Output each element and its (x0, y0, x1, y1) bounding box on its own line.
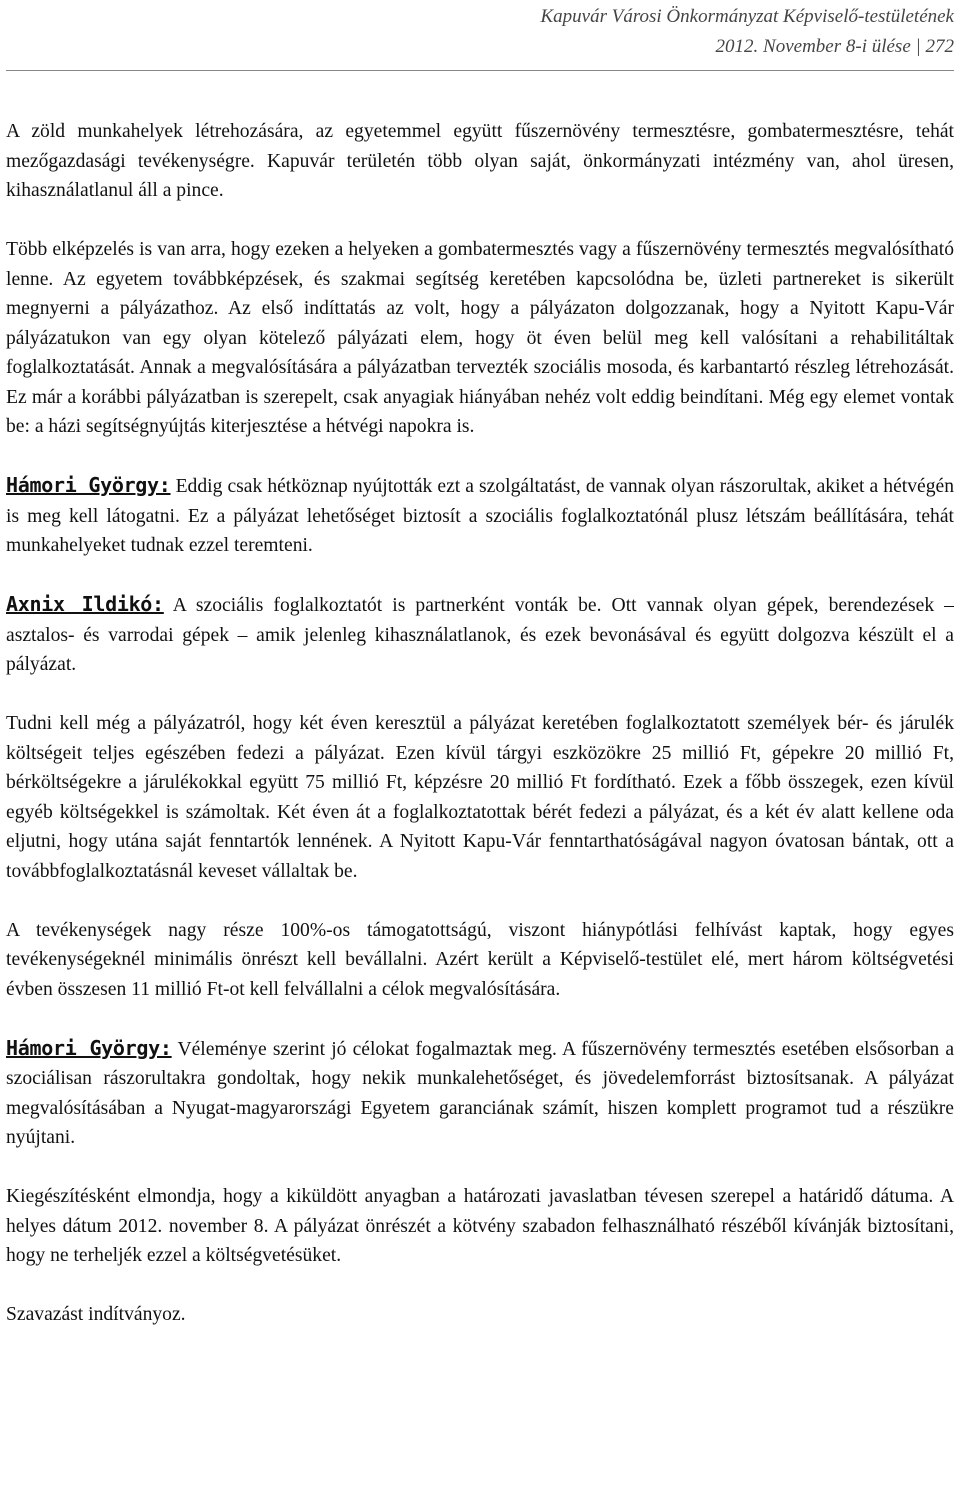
speaker-name: Hámori György: (6, 473, 171, 497)
page-header (540, 2, 954, 62)
speaker-paragraph (6, 471, 954, 561)
paragraph-text: A zöld munkahelyek létrehozására, az egyetemmel együtt fűszernövény termesztésre, gombatermesztésre, tehát mezőgazdasági tevékenységre. Kapuvár területén több olyan saját, önkormányzati intézmény van, ahol üresen, kihasználatlanul áll a pince. (6, 121, 954, 201)
paragraph-text: Eddig csak hétköznap nyújtották ezt a szolgáltatást, de vannak olyan rászorultak, akiket a hétvégén is meg kell látogatni. Ez a pályázat lehetőséget biztosít a szociális foglalkoztatónál plusz létszám beállítására, tehát munkahelyeket tudnak ezzel teremteni. (6, 476, 954, 556)
header-session-page: 2012. November 8-i ülése | 272 (715, 36, 954, 57)
header-divider (6, 70, 954, 71)
paragraph (6, 916, 954, 1005)
header-title: Kapuvár Városi Önkormányzat Képviselő-testületének (540, 6, 954, 27)
paragraph-text: A szociális foglalkoztatót is partnerként vonták be. Ott vannak olyan gépek, berendezések – asztalos- és varrodai gépek – amik jelenleg kihasználatlanok, és ezek bevonásával és együtt dolgozva készült el a pályázat. (6, 595, 954, 675)
document-body (6, 117, 954, 1330)
paragraph (6, 709, 954, 886)
paragraph-text: Tudni kell még a pályázatról, hogy két éven keresztül a pályázat keretében foglalkoztatott személyek bér- és járulék költségeit teljes egészében fedezi a pályázat. Ezen kívül tárgyi eszközökre 25 millió Ft, gépekre 20 millió Ft, bérköltségekre a járulékokkal együtt 75 millió Ft, képzésre 20 millió Ft fordítható. Ezek a főbb összegek, ezen kívül egyéb költségekkel is számoltak. Két éven át a foglalkoztatottak bérét fedezi a pályázat, és a két év alatt kellene oda eljutni, hogy utána saját fenntartók lennének. A Nyitott Kapu-Vár fenntarthatóságával nagyon óvatosan bántak, ott a továbbfoglalkoztatásnál keveset vállaltak be. (6, 713, 954, 882)
paragraph-text: Szavazást indítványoz. (6, 1304, 186, 1325)
paragraph-text: Több elképzelés is van arra, hogy ezeken a helyeken a gombatermesztés vagy a fűszernövény termesztés megvalósítható lenne. Az egyetem továbbképzések, és szakmai segítség keretében kapcsolódna be, üzleti partnereket is sikerült megnyerni a pályázathoz. Az első indíttatás az volt, hogy a pályázaton dolgozzanak, hogy a Nyitott Kapu-Vár pályázatukon van egy olyan kötelező pályázati elem, hogy öt éven belül meg kell valósítani a rehabilitáltak foglalkoztatását. Annak a megvalósítására a pályázatban tervezték szociális mosoda, és karbantartó részleg létrehozását. Ez már a korábbi pályázatban is szerepelt, csak anyagiak hiányában nehéz volt eddig beindítani. Még egy elemet vontak be: a házi segítségnyújtás kiterjesztése a hétvégi napokra is. (6, 239, 954, 437)
paragraph (6, 117, 954, 206)
speaker-name: Hámori György: (6, 1035, 172, 1060)
paragraph-text: Véleménye szerint jó célokat fogalmaztak meg. A fűszernövény termesztés esetében elsősorban a szociálisan rászorultakra gondoltak, hogy nekik munkalehetőséget, és jövedelemforrást biztosítsanak. A pályázat megvalósításában a Nyugat-magyarországi Egyetem garanciának számít, hiszen komplett programot tud a részükre nyújtani. (6, 1038, 955, 1148)
paragraph (6, 235, 954, 442)
speaker-paragraph (6, 590, 954, 680)
speaker-paragraph (6, 1034, 954, 1153)
paragraph-text: Kiegészítésként elmondja, hogy a kiküldött anyagban a határozati javaslatban tévesen szerepel a határidő dátuma. A helyes dátum 2012. november 8. A pályázat önrészét a kötvény szabadon felhasználható részéből kívánják biztosítani, hogy ne terheljék ezzel a költségvetésüket. (6, 1186, 954, 1266)
speaker-name: Axnix Ildikó: (6, 592, 164, 616)
paragraph (6, 1300, 954, 1330)
paragraph-text: A tevékenységek nagy része 100%-os támogatottságú, viszont hiánypótlási felhívást kaptak, hogy egyes tevékenységeknél minimális önrészt kell bevállalni. Azért került a Képviselő-testület elé, mert három költségvetési évben összesen 11 millió Ft-ot kell felvállalni a célok megvalósítására. (6, 919, 954, 1000)
paragraph (6, 1182, 954, 1271)
